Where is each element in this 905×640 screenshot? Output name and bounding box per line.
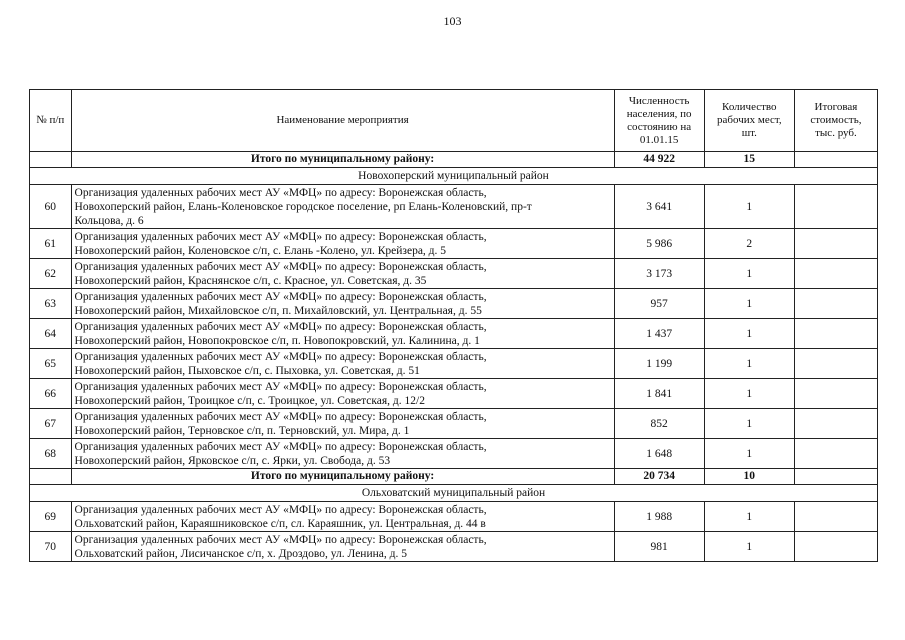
page-number: 103 (443, 14, 462, 28)
total-cost (794, 152, 877, 168)
header-population-line: населения, по (626, 107, 692, 120)
row-population: 1 648 (614, 439, 704, 469)
row-cost (794, 229, 877, 259)
header-population (614, 90, 704, 152)
row-population: 5 986 (614, 229, 704, 259)
header-population-line: состоянию на (627, 120, 692, 133)
table-row (30, 502, 878, 532)
row-activity-name (71, 409, 614, 439)
table-row (30, 229, 878, 259)
total-label: Итого по муниципальному району: (71, 152, 614, 168)
row-cost (794, 259, 877, 289)
district-row (30, 168, 878, 185)
header-population-line: 01.01.15 (639, 133, 679, 146)
row-cost (794, 532, 877, 562)
activity-name-line: Новохоперский район, Ярковское с/п, с. Ярки, ул. Свобода, д. 53 (74, 454, 391, 467)
row-activity-name (71, 439, 614, 469)
activity-name-line: Новохоперский район, Пыховское с/п, с. Пыховка, ул. Советская, д. 51 (74, 364, 420, 377)
row-jobs: 1 (704, 319, 794, 349)
row-cost (794, 439, 877, 469)
activity-name-line: Организация удаленных рабочих мест АУ «МФЦ» по адресу: Воронежская область, (74, 380, 487, 393)
activity-name-line: Новохоперский район, Елань-Коленовское городское поселение, рп Елань-Коленовский, пр-т (74, 200, 532, 213)
row-activity-name (71, 229, 614, 259)
total-jobs: 10 (704, 469, 794, 485)
activity-name-line: Организация удаленных рабочих мест АУ «МФЦ» по адресу: Воронежская область, (74, 230, 487, 243)
row-jobs: 1 (704, 349, 794, 379)
row-population: 852 (614, 409, 704, 439)
row-number: 60 (30, 185, 72, 229)
district-title: Ольховатский муниципальный район (30, 485, 878, 502)
total-population: 20 734 (614, 469, 704, 485)
table-row (30, 439, 878, 469)
row-population: 3 173 (614, 259, 704, 289)
total-row (30, 469, 878, 485)
activity-name-line: Новохоперский район, Терновское с/п, п. Терновский, ул. Мира, д. 1 (74, 424, 410, 437)
header-jobs-line: рабочих мест, (717, 114, 782, 126)
activity-name-line: Организация удаленных рабочих мест АУ «МФЦ» по адресу: Воронежская область, (74, 533, 487, 546)
header-cost (794, 90, 877, 152)
header-cost-line: Итоговая (814, 101, 858, 113)
table-row (30, 349, 878, 379)
table-row (30, 259, 878, 289)
header-name: Наименование мероприятия (71, 90, 614, 152)
row-activity-name (71, 185, 614, 229)
row-jobs: 1 (704, 439, 794, 469)
header-jobs-line: Количество (722, 101, 777, 113)
activity-name-line: Новохоперский район, Троицкое с/п, с. Троицкое, ул. Советская, д. 12/2 (74, 394, 425, 407)
row-activity-name (71, 349, 614, 379)
table-row (30, 532, 878, 562)
activity-name-line: Организация удаленных рабочих мест АУ «МФЦ» по адресу: Воронежская область, (74, 320, 487, 333)
row-population: 957 (614, 289, 704, 319)
activity-name-line: Ольховатский район, Караяшниковское с/п, сл. Караяшник, ул. Центральная, д. 44 в (74, 517, 486, 530)
row-activity-name (71, 319, 614, 349)
row-jobs: 1 (704, 185, 794, 229)
row-activity-name (71, 259, 614, 289)
total-row (30, 152, 878, 168)
total-label: Итого по муниципальному району: (71, 469, 614, 485)
district-row (30, 485, 878, 502)
total-empty-cell (30, 469, 72, 485)
activity-name-line: Новохоперский район, Михайловское с/п, п. Михайловский, ул. Центральная, д. 55 (74, 304, 482, 317)
total-jobs: 15 (704, 152, 794, 168)
table-row (30, 379, 878, 409)
row-activity-name (71, 289, 614, 319)
row-cost (794, 349, 877, 379)
activity-name-line: Организация удаленных рабочих мест АУ «МФЦ» по адресу: Воронежская область, (74, 410, 487, 423)
row-cost (794, 185, 877, 229)
activity-name-line: Организация удаленных рабочих мест АУ «МФЦ» по адресу: Воронежская область, (74, 260, 487, 273)
row-cost (794, 379, 877, 409)
activity-name-line: Ольховатский район, Лисичанское с/п, х. Дроздово, ул. Ленина, д. 5 (74, 547, 407, 560)
activities-table (29, 89, 878, 562)
row-number: 65 (30, 349, 72, 379)
header-num: № п/п (30, 90, 72, 152)
row-jobs: 1 (704, 502, 794, 532)
row-population: 981 (614, 532, 704, 562)
row-population: 1 988 (614, 502, 704, 532)
row-cost (794, 289, 877, 319)
row-number: 66 (30, 379, 72, 409)
row-jobs: 1 (704, 259, 794, 289)
row-cost (794, 319, 877, 349)
activity-name-line: Новохоперский район, Новопокровское с/п, п. Новопокровский, ул. Калинина, д. 1 (74, 334, 480, 347)
row-number: 62 (30, 259, 72, 289)
total-empty-cell (30, 152, 72, 168)
header-cost-line: тыс. руб. (815, 127, 857, 139)
table-row (30, 185, 878, 229)
row-activity-name (71, 502, 614, 532)
activity-name-line: Организация удаленных рабочих мест АУ «МФЦ» по адресу: Воронежская область, (74, 290, 487, 303)
row-population: 1 199 (614, 349, 704, 379)
row-number: 64 (30, 319, 72, 349)
activity-name-line: Организация удаленных рабочих мест АУ «МФЦ» по адресу: Воронежская область, (74, 440, 487, 453)
district-title: Новохоперский муниципальный район (30, 168, 878, 185)
row-population: 1 437 (614, 319, 704, 349)
row-population: 3 641 (614, 185, 704, 229)
total-cost (794, 469, 877, 485)
row-jobs: 1 (704, 532, 794, 562)
row-activity-name (71, 532, 614, 562)
header-jobs (704, 90, 794, 152)
activity-name-line: Организация удаленных рабочих мест АУ «МФЦ» по адресу: Воронежская область, (74, 186, 487, 199)
activity-name-line: Организация удаленных рабочих мест АУ «МФЦ» по адресу: Воронежская область, (74, 350, 487, 363)
row-jobs: 2 (704, 229, 794, 259)
table-header-row (30, 90, 878, 152)
row-number: 67 (30, 409, 72, 439)
row-cost (794, 502, 877, 532)
header-cost-line: стоимость, (810, 114, 862, 126)
table-row (30, 319, 878, 349)
row-number: 61 (30, 229, 72, 259)
row-activity-name (71, 379, 614, 409)
table-row (30, 409, 878, 439)
activity-name-line: Организация удаленных рабочих мест АУ «МФЦ» по адресу: Воронежская область, (74, 503, 487, 516)
total-population: 44 922 (614, 152, 704, 168)
row-jobs: 1 (704, 379, 794, 409)
row-number: 68 (30, 439, 72, 469)
row-population: 1 841 (614, 379, 704, 409)
activity-name-line: Новохоперский район, Краснянское с/п, с. Красное, ул. Советская, д. 35 (74, 274, 427, 287)
row-number: 63 (30, 289, 72, 319)
row-jobs: 1 (704, 409, 794, 439)
header-population-line: Численность (628, 94, 690, 107)
row-cost (794, 409, 877, 439)
row-number: 69 (30, 502, 72, 532)
table-row (30, 289, 878, 319)
row-number: 70 (30, 532, 72, 562)
row-jobs: 1 (704, 289, 794, 319)
header-jobs-line: шт. (741, 127, 757, 139)
activity-name-line: Кольцова, д. 6 (74, 214, 144, 227)
activity-name-line: Новохоперский район, Коленовское с/п, с. Елань -Колено, ул. Крейзера, д. 5 (74, 244, 447, 257)
